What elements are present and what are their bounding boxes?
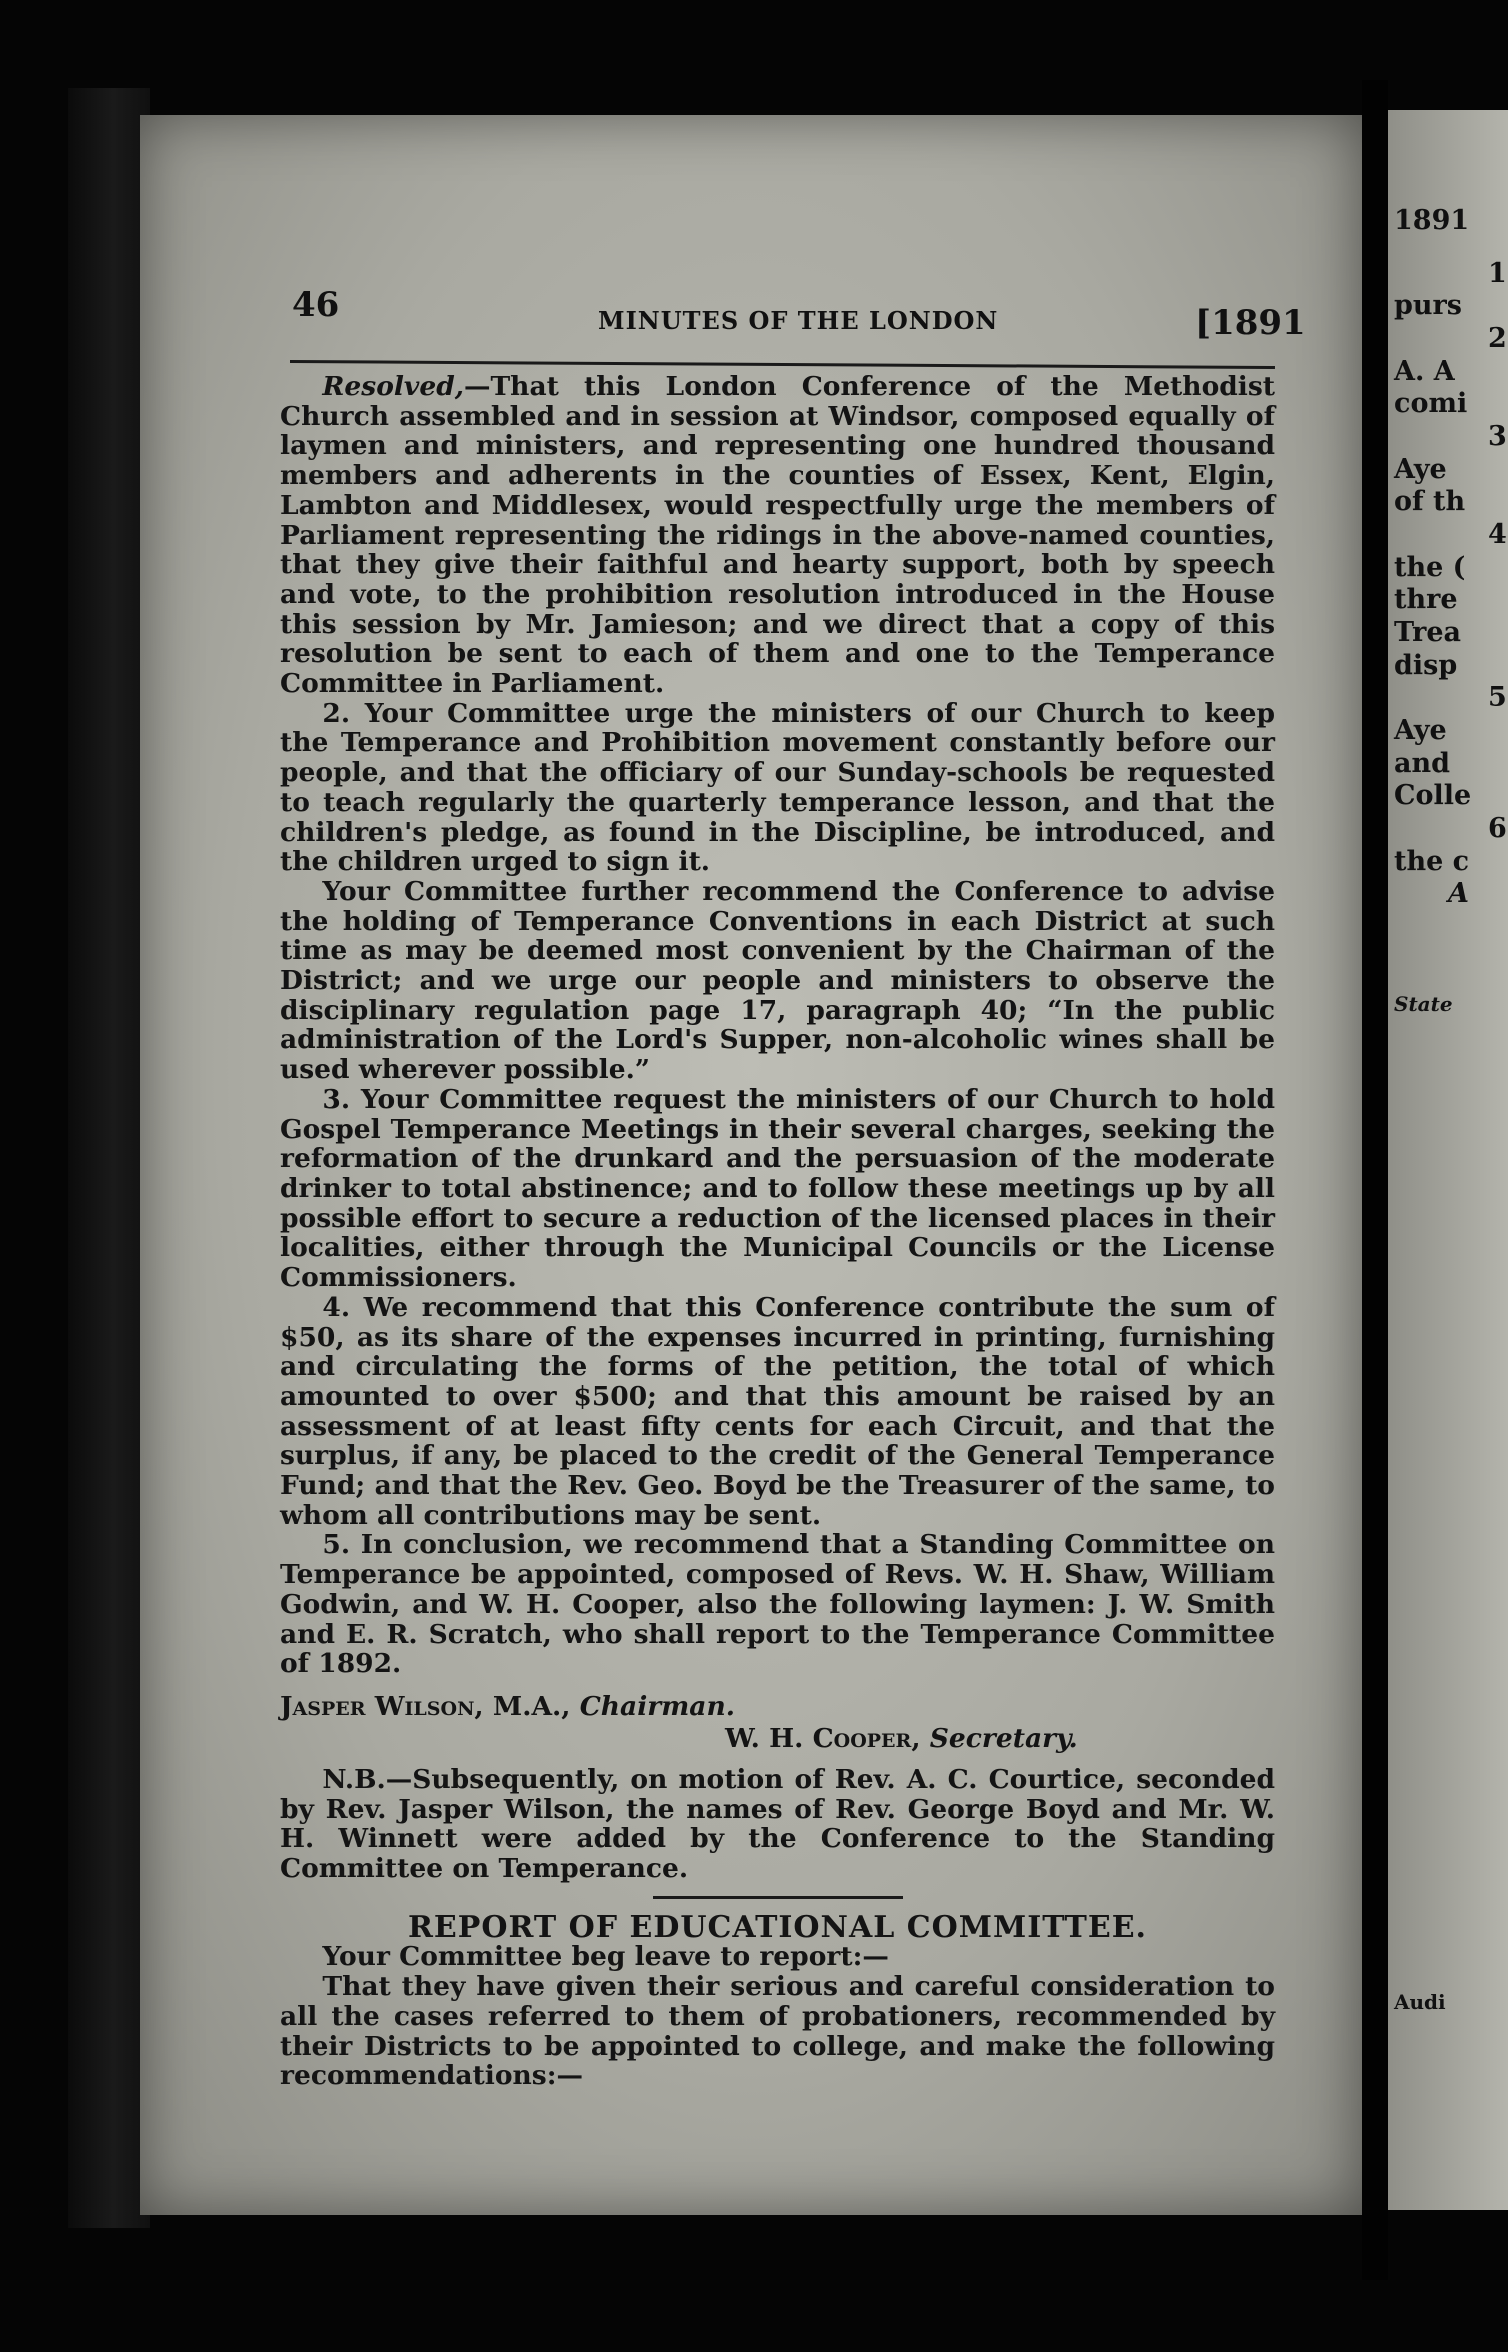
paragraph-4: 4. We recommend that this Conference contribute the sum of $50, as its share of the expenses incurred in printing, furnishing and circulating the forms of the petition, the total of which amounted to over $500; and that this amount be raised by an assessment of at least fifty cents for each Circuit, and that the surplus, if any, be placed to the credit of the General Temperance Fund; and that the Rev. Geo. Boyd be the Treasurer of the same, to whom all contributions may be sent. [280,1291,1275,1531]
paragraph-further: Your Committee further recommend the Conference to advise the holding of Temperance Conventions in each District at such time as may be deemed most convenient by the Chairman of the District; and we urge our people and ministers to observe the disciplinary regulation page 17, paragraph 40; “In the public administration of the Lord's Supper, non-alcoholic wines shall be used wherever possible.” [280,875,1275,1086]
book-edge [68,88,150,2228]
facing-fragment: comi [1394,388,1468,419]
facing-fragment: Aye [1394,454,1447,485]
facing-fragment: 1891 [1394,205,1470,236]
page-body [280,372,1275,2091]
section-heading: REPORT OF EDUCATIONAL COMMITTEE. [407,1909,1148,1945]
facing-fragment: Colle [1394,780,1472,811]
signature-chairman [280,1691,1275,1723]
signature-role: Chairman. [579,1690,735,1722]
facing-fragment: Trea [1394,617,1462,648]
note-paragraph: N.B.—Subsequently, on motion of Rev. A. C. Courtice, seconded by Rev. Jasper Wilson, the names of Rev. George Boyd and Mr. W. H. Winnett were added by the Conference to the Standing Committee on Temperance. [280,1763,1275,1885]
facing-fragment: the c [1394,846,1470,877]
facing-fragment: 2 [1488,323,1507,354]
facing-fragment: 3 [1488,421,1507,452]
signature-role: Secretary. [929,1722,1078,1754]
facing-fragment: 5 [1488,682,1507,713]
facing-fragment: thre [1394,584,1458,615]
running-title: MINUTES OF THE LONDON [598,306,999,335]
section-divider [653,1896,903,1899]
signature-secretary [725,1723,1275,1755]
facing-fragment: purs [1394,290,1462,321]
facing-fragment: and [1394,748,1451,779]
facing-fragment: Aye [1394,715,1447,746]
paragraph-2: 2. Your Committee urge the ministers of our Church to keep the Temperance and Prohibition movement constantly before our people, and that the officiary of our Sunday-schools be requested to teach regularly the quarterly temperance lesson, and that the children's pledge, as found in the Discipline, be introduced, and the children urged to sign it. [280,697,1275,878]
resolved-lead: Resolved, [322,371,464,402]
running-header [0,0,1504,400]
facing-fragment: 1 [1488,258,1507,289]
paragraph-3: 3. Your Committee request the ministers of our Church to hold Gospel Temperance Meetings in their several charges, seeking the reformation of the drunkard and the persuasion of the moderate drinker to total abstinence; and to follow these meetings up by all possible effort to secure a reduction of the licensed places in their localities, either through the Municipal Councils or the License Commissioners. [280,1083,1275,1294]
resolution-text: —That this London Conference of the Methodist Church assembled and in session at Windsor, composed equally of laymen and ministers, and representing one hundred thousand members and adherents in the counties of Essex, Kent, Elgin, Lambton and Middlesex, would respectfully urge the members of Parliament representing the ridings in the above-named counties, that they give their faithful and hearty support, both by speech and vote, to the prohibition resolution introduced in the House this session by Mr. Jamieson; and we direct that a copy of this resolution be sent to each of them and one to the Temperance Committee in Parliament. [280,371,1275,700]
facing-fragment: State [1394,992,1453,1016]
section-paragraph: That they have given their serious and careful consideration to all the cases referred to them of probationers, recommended by their Districts to be appointed to college, and make the following recommendations:— [280,1971,1275,2092]
page-gutter [1362,80,1388,2280]
facing-fragment: of th [1394,486,1466,517]
facing-fragment: A [1448,878,1469,909]
facing-fragment: A. A [1394,356,1455,387]
section-intro: Your Committee beg leave to report:— [322,1941,889,1973]
facing-fragment: Audi [1394,1990,1446,2014]
header-year: [1891 [1195,303,1306,343]
paragraph-5: 5. In conclusion, we recommend that a Standing Committee on Temperance be appointed, composed of Revs. W. H. Shaw, William Godwin, and W. H. Cooper, also the following laymen: J. W. Smith and E. R. Scratch, who shall report to the Temperance Committee of 1892. [280,1529,1275,1680]
page-number: 46 [292,285,340,325]
resolution-paragraph [280,372,1275,699]
facing-fragment: 6 [1488,813,1507,844]
facing-fragment: 4 [1488,519,1507,550]
facing-fragment: disp [1394,650,1458,681]
signature-name: W. H. Cooper, [725,1722,921,1754]
facing-fragment: the ( [1394,552,1466,583]
signature-name: Jasper Wilson, M.A., [280,1690,571,1722]
facing-page-edge [1388,110,1508,2210]
